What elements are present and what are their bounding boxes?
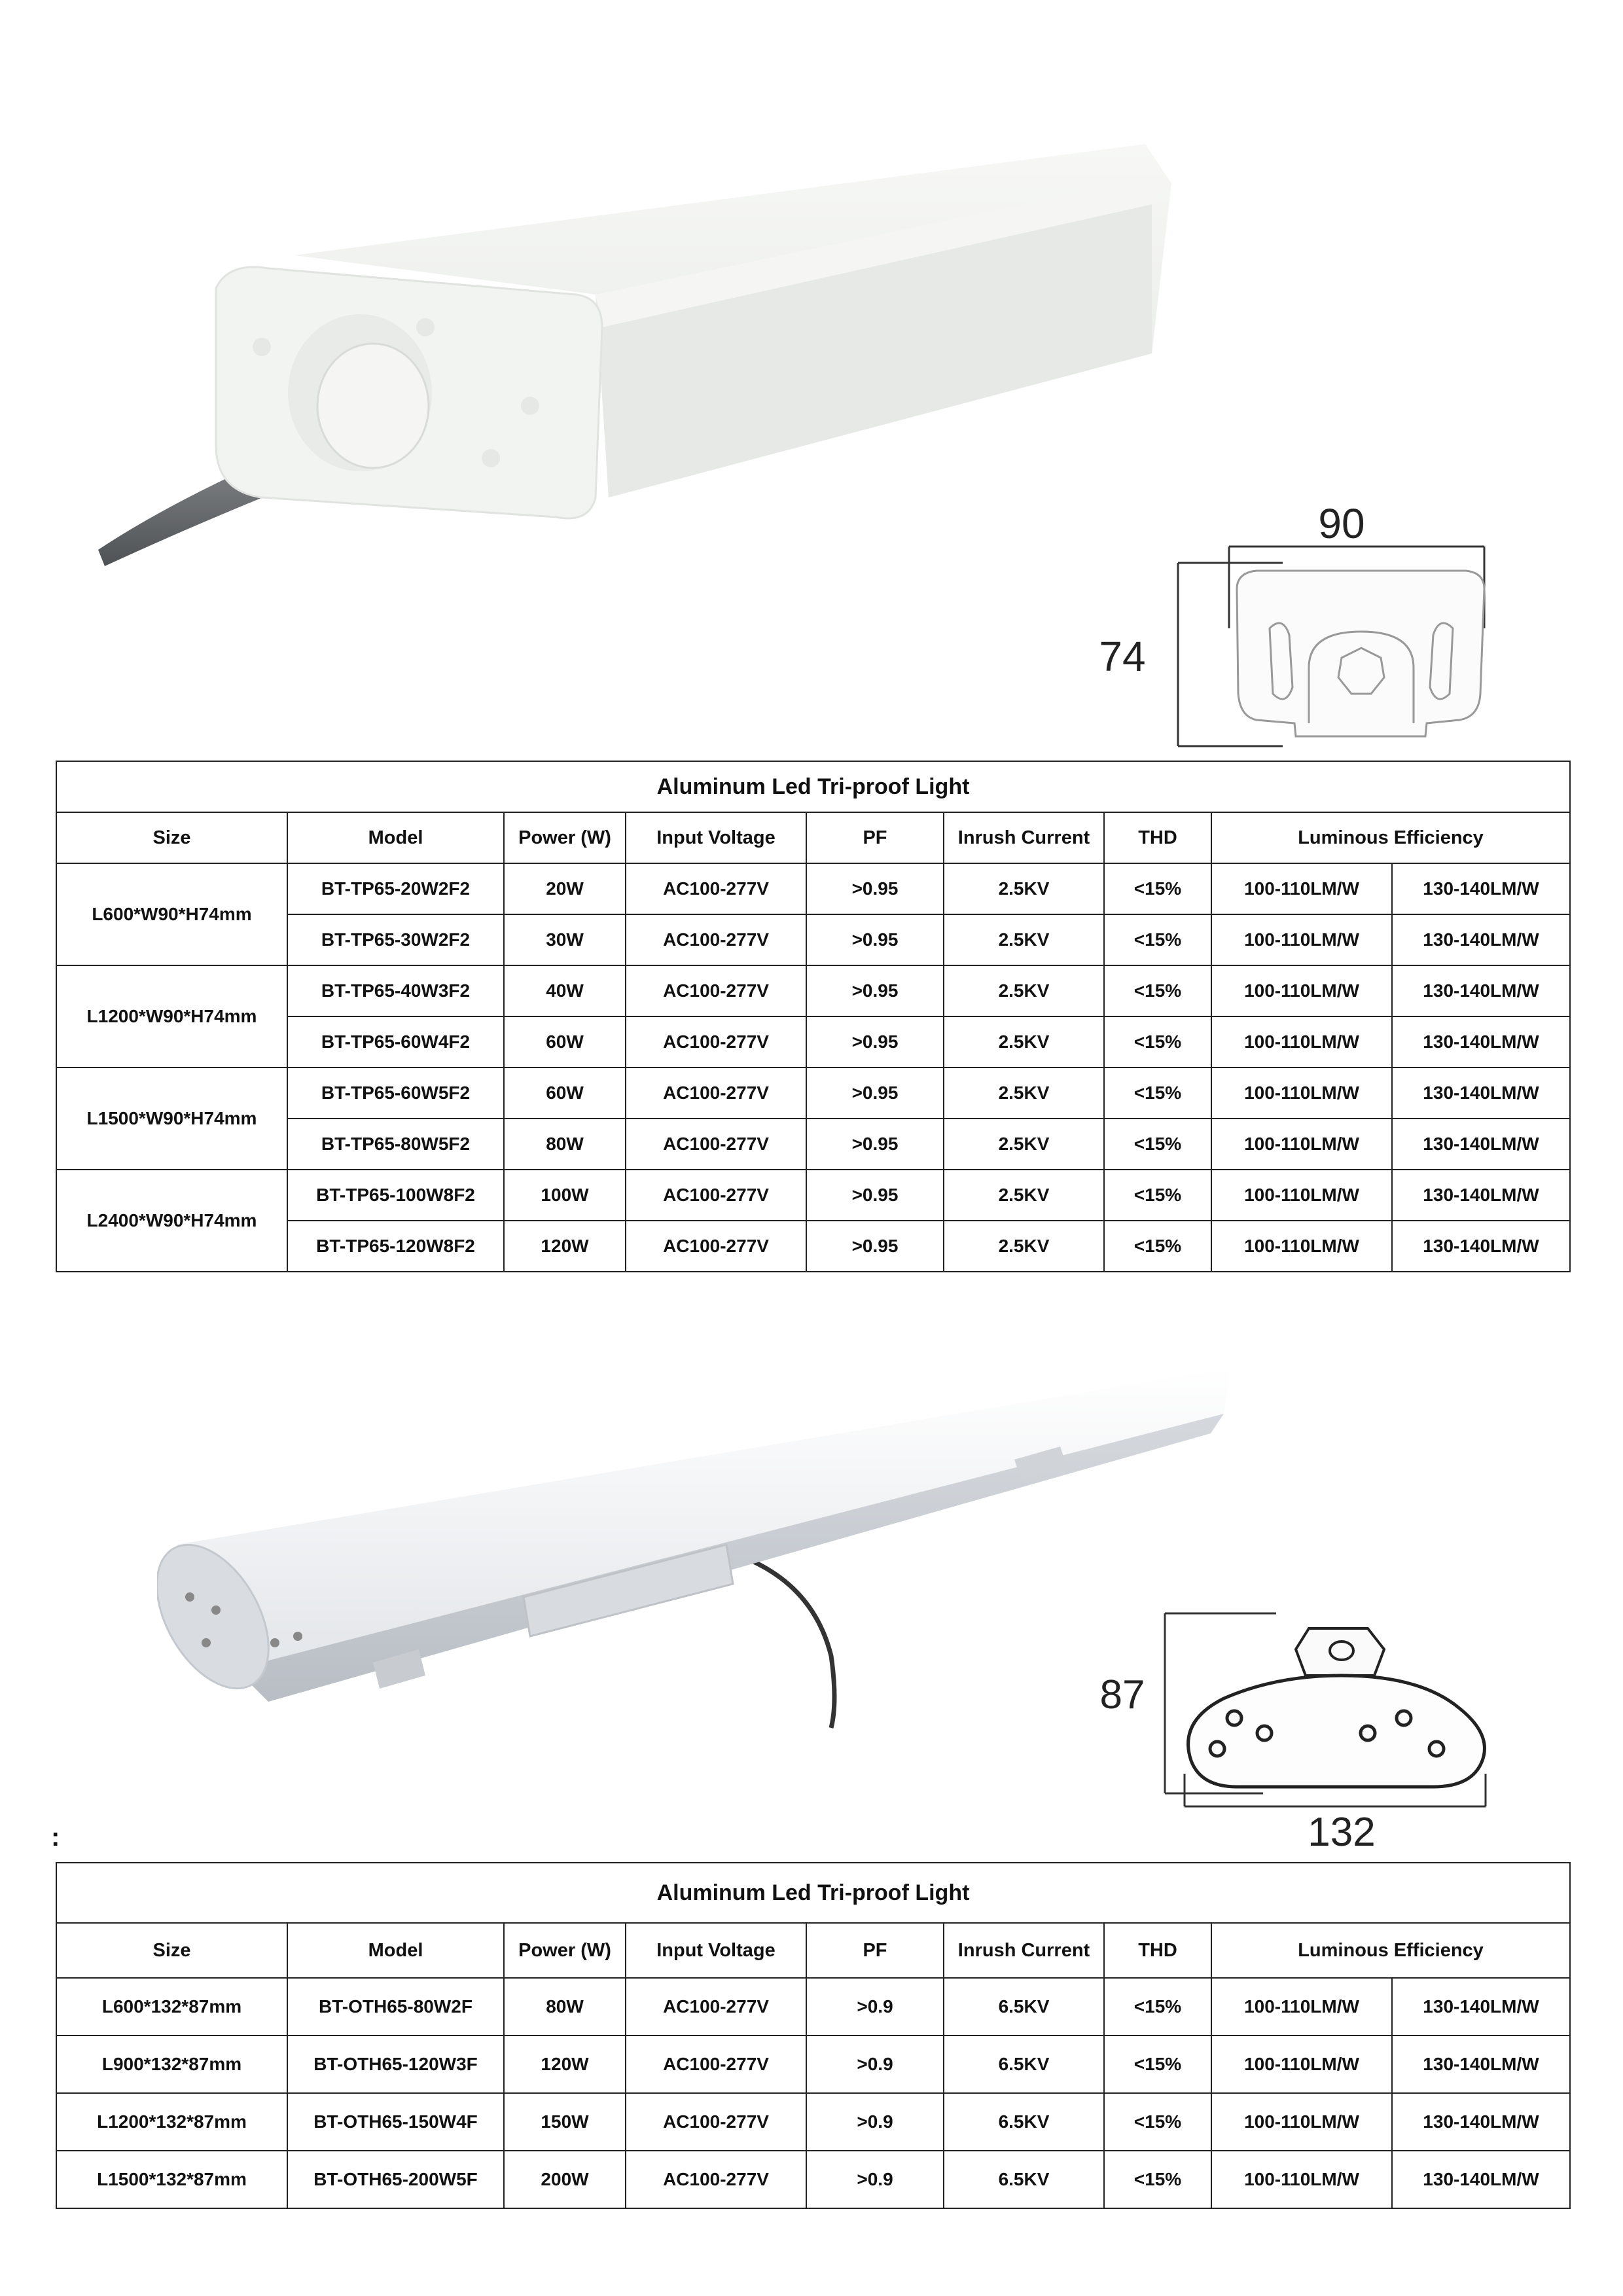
- power-cell: 30W: [504, 914, 626, 965]
- power-cell: 100W: [504, 1170, 626, 1221]
- thd-cell: <15%: [1104, 1067, 1211, 1119]
- power-cell: 200W: [504, 2151, 626, 2208]
- table-row: [56, 2093, 1570, 2151]
- inrush-cell: 6.5KV: [944, 2093, 1104, 2151]
- table-row: [56, 1978, 1570, 2036]
- table-row: [56, 965, 1570, 1016]
- pf-cell: >0.95: [806, 1016, 944, 1067]
- pf-cell: >0.95: [806, 1170, 944, 1221]
- thd-cell: <15%: [1104, 1119, 1211, 1170]
- size-cell: L1200*132*87mm: [56, 2093, 287, 2151]
- efficiency-cell: 100-110LM/W: [1211, 863, 1392, 914]
- size-cell: L600*132*87mm: [56, 1978, 287, 2036]
- inrush-cell: 6.5KV: [944, 1978, 1104, 2036]
- dimension-width-label: 132: [1308, 1810, 1376, 1852]
- spec-table-2: [56, 1862, 1571, 2209]
- thd-cell: <15%: [1104, 1978, 1211, 2036]
- column-header: Luminous Efficiency: [1211, 812, 1570, 863]
- voltage-cell: AC100-277V: [626, 2093, 806, 2151]
- inrush-cell: 2.5KV: [944, 1119, 1104, 1170]
- voltage-cell: AC100-277V: [626, 2151, 806, 2208]
- pf-cell: >0.95: [806, 1119, 944, 1170]
- column-header: Luminous Efficiency: [1211, 1923, 1570, 1978]
- inrush-cell: 6.5KV: [944, 2151, 1104, 2208]
- voltage-cell: AC100-277V: [626, 1221, 806, 1272]
- efficiency-cell: 100-110LM/W: [1211, 1119, 1392, 1170]
- voltage-cell: AC100-277V: [626, 1978, 806, 2036]
- inrush-cell: 2.5KV: [944, 1067, 1104, 1119]
- efficiency-cell: 100-110LM/W: [1211, 2036, 1392, 2093]
- size-cell: L1500*W90*H74mm: [56, 1067, 287, 1170]
- table-row: [56, 2151, 1570, 2208]
- column-header: Size: [56, 1923, 287, 1978]
- thd-cell: <15%: [1104, 965, 1211, 1016]
- power-cell: 80W: [504, 1119, 626, 1170]
- pf-cell: >0.95: [806, 965, 944, 1016]
- efficiency-cell: 100-110LM/W: [1211, 2151, 1392, 2208]
- efficiency-cell: 100-110LM/W: [1211, 1067, 1392, 1119]
- efficiency-cell: 130-140LM/W: [1392, 2151, 1570, 2208]
- thd-cell: <15%: [1104, 1170, 1211, 1221]
- voltage-cell: AC100-277V: [626, 1119, 806, 1170]
- efficiency-cell: 130-140LM/W: [1392, 863, 1570, 914]
- size-cell: L600*W90*H74mm: [56, 863, 287, 965]
- model-cell: BT-OTH65-80W2F: [287, 1978, 504, 2036]
- voltage-cell: AC100-277V: [626, 965, 806, 1016]
- column-header: Size: [56, 812, 287, 863]
- pf-cell: >0.9: [806, 2151, 944, 2208]
- efficiency-cell: 130-140LM/W: [1392, 1170, 1570, 1221]
- dimension-width-label: 90: [1318, 500, 1365, 547]
- model-cell: BT-OTH65-150W4F: [287, 2093, 504, 2151]
- table-row: [56, 1067, 1570, 1119]
- inrush-cell: 6.5KV: [944, 2036, 1104, 2093]
- efficiency-cell: 100-110LM/W: [1211, 965, 1392, 1016]
- pf-cell: >0.95: [806, 1221, 944, 1272]
- efficiency-cell: 130-140LM/W: [1392, 1221, 1570, 1272]
- model-cell: BT-TP65-100W8F2: [287, 1170, 504, 1221]
- voltage-cell: AC100-277V: [626, 2036, 806, 2093]
- efficiency-cell: 130-140LM/W: [1392, 1067, 1570, 1119]
- pf-cell: >0.9: [806, 2036, 944, 2093]
- pf-cell: >0.9: [806, 2093, 944, 2151]
- model-cell: BT-TP65-120W8F2: [287, 1221, 504, 1272]
- separator-mark: :: [51, 1823, 60, 1852]
- efficiency-cell: 130-140LM/W: [1392, 2093, 1570, 2151]
- size-cell: L2400*W90*H74mm: [56, 1170, 287, 1272]
- thd-cell: <15%: [1104, 2036, 1211, 2093]
- model-cell: BT-TP65-30W2F2: [287, 914, 504, 965]
- model-cell: BT-TP65-20W2F2: [287, 863, 504, 914]
- column-header: Model: [287, 1923, 504, 1978]
- inrush-cell: 2.5KV: [944, 1221, 1104, 1272]
- power-cell: 120W: [504, 1221, 626, 1272]
- power-cell: 120W: [504, 2036, 626, 2093]
- column-header: Inrush Current: [944, 1923, 1104, 1978]
- thd-cell: <15%: [1104, 863, 1211, 914]
- power-cell: 40W: [504, 965, 626, 1016]
- table-row: [56, 2036, 1570, 2093]
- column-header: Input Voltage: [626, 812, 806, 863]
- pf-cell: >0.9: [806, 1978, 944, 2036]
- pf-cell: >0.95: [806, 914, 944, 965]
- size-cell: L1200*W90*H74mm: [56, 965, 287, 1067]
- efficiency-cell: 100-110LM/W: [1211, 1016, 1392, 1067]
- power-cell: 60W: [504, 1016, 626, 1067]
- efficiency-cell: 130-140LM/W: [1392, 1978, 1570, 2036]
- column-header: Inrush Current: [944, 812, 1104, 863]
- inrush-cell: 2.5KV: [944, 914, 1104, 965]
- power-cell: 80W: [504, 1978, 626, 2036]
- model-cell: BT-TP65-80W5F2: [287, 1119, 504, 1170]
- power-cell: 60W: [504, 1067, 626, 1119]
- product-photo-triproof-light: [98, 131, 1198, 583]
- pf-cell: >0.95: [806, 1067, 944, 1119]
- model-cell: BT-OTH65-120W3F: [287, 2036, 504, 2093]
- size-cell: L1500*132*87mm: [56, 2151, 287, 2208]
- table-title: Aluminum Led Tri-proof Light: [56, 761, 1570, 812]
- column-header: Power (W): [504, 1923, 626, 1978]
- thd-cell: <15%: [1104, 2093, 1211, 2151]
- table-row: [56, 1170, 1570, 1221]
- dimension-height-label: 74: [1099, 633, 1146, 680]
- column-header: PF: [806, 812, 944, 863]
- voltage-cell: AC100-277V: [626, 1067, 806, 1119]
- model-cell: BT-TP65-60W4F2: [287, 1016, 504, 1067]
- efficiency-cell: 130-140LM/W: [1392, 914, 1570, 965]
- thd-cell: <15%: [1104, 1016, 1211, 1067]
- model-cell: BT-TP65-40W3F2: [287, 965, 504, 1016]
- efficiency-cell: 100-110LM/W: [1211, 1221, 1392, 1272]
- efficiency-cell: 130-140LM/W: [1392, 965, 1570, 1016]
- dimension-height-label: 87: [1099, 1672, 1145, 1717]
- column-header: Power (W): [504, 812, 626, 863]
- efficiency-cell: 130-140LM/W: [1392, 1119, 1570, 1170]
- size-cell: L900*132*87mm: [56, 2036, 287, 2093]
- inrush-cell: 2.5KV: [944, 1170, 1104, 1221]
- efficiency-cell: 100-110LM/W: [1211, 2093, 1392, 2151]
- voltage-cell: AC100-277V: [626, 863, 806, 914]
- column-header: THD: [1104, 1923, 1211, 1978]
- efficiency-cell: 130-140LM/W: [1392, 1016, 1570, 1067]
- column-header: THD: [1104, 812, 1211, 863]
- power-cell: 150W: [504, 2093, 626, 2151]
- voltage-cell: AC100-277V: [626, 1016, 806, 1067]
- efficiency-cell: 100-110LM/W: [1211, 1170, 1392, 1221]
- pf-cell: >0.95: [806, 863, 944, 914]
- table-title: Aluminum Led Tri-proof Light: [56, 1863, 1570, 1923]
- inrush-cell: 2.5KV: [944, 863, 1104, 914]
- inrush-cell: 2.5KV: [944, 1016, 1104, 1067]
- efficiency-cell: 100-110LM/W: [1211, 914, 1392, 965]
- efficiency-cell: 100-110LM/W: [1211, 1978, 1392, 2036]
- cross-section-diagram-1: [1080, 497, 1505, 759]
- model-cell: BT-OTH65-200W5F: [287, 2151, 504, 2208]
- thd-cell: <15%: [1104, 1221, 1211, 1272]
- model-cell: BT-TP65-60W5F2: [287, 1067, 504, 1119]
- power-cell: 20W: [504, 863, 626, 914]
- efficiency-cell: 130-140LM/W: [1392, 2036, 1570, 2093]
- voltage-cell: AC100-277V: [626, 914, 806, 965]
- column-header: Input Voltage: [626, 1923, 806, 1978]
- thd-cell: <15%: [1104, 914, 1211, 965]
- table-row: [56, 863, 1570, 914]
- voltage-cell: AC100-277V: [626, 1170, 806, 1221]
- thd-cell: <15%: [1104, 2151, 1211, 2208]
- column-header: PF: [806, 1923, 944, 1978]
- cross-section-diagram-2: [1080, 1577, 1505, 1852]
- column-header: Model: [287, 812, 504, 863]
- spec-table-1: [56, 761, 1571, 1272]
- inrush-cell: 2.5KV: [944, 965, 1104, 1016]
